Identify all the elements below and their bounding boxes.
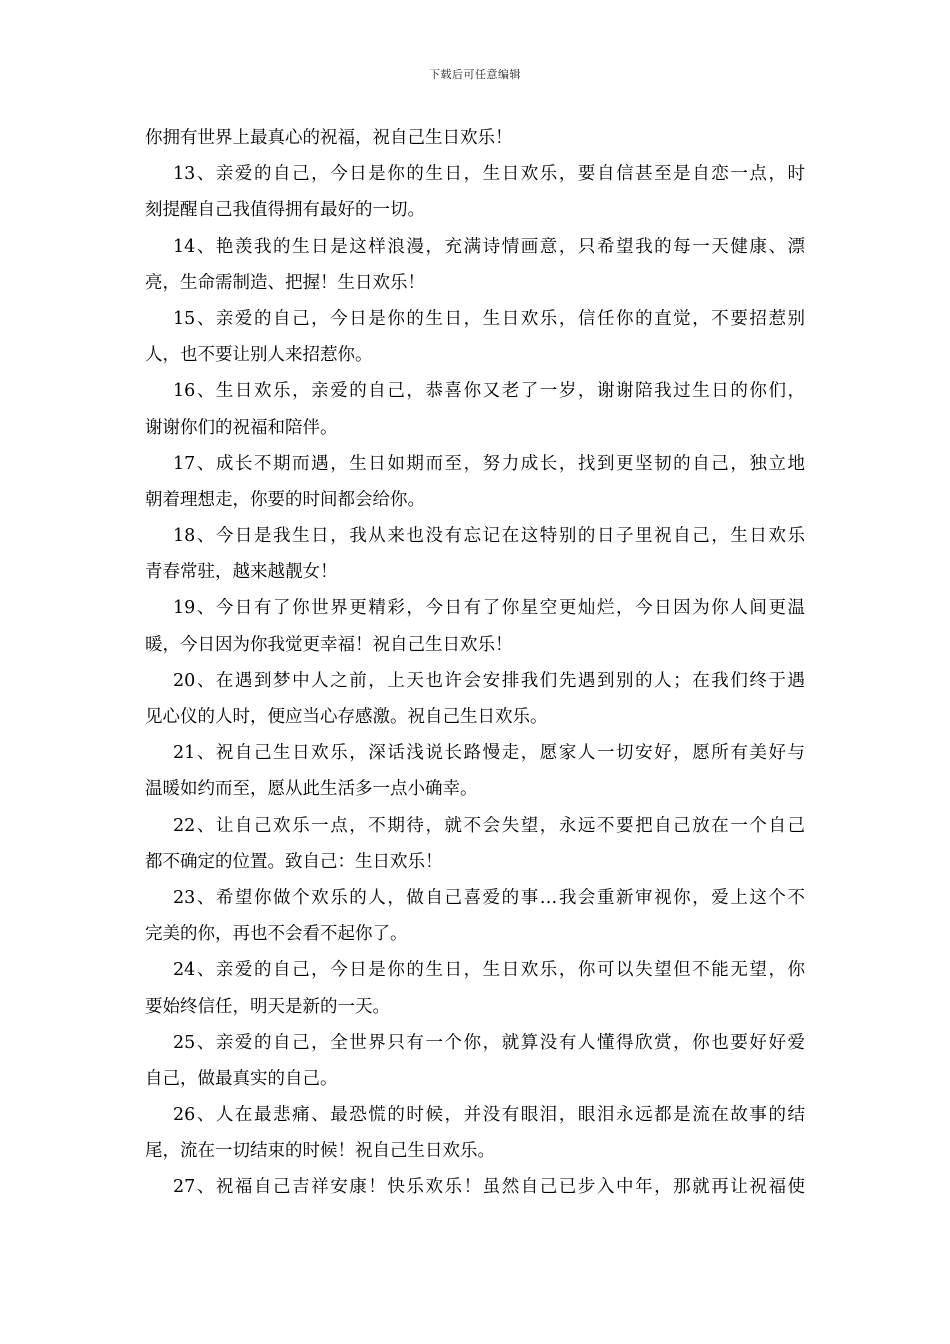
- text-line: 尾，流在一切结束的时候！祝自己生日欢乐。: [145, 1141, 495, 1162]
- text-line: 23、希望你做个欢乐的人，做自己喜爱的事…我会重新审视你，爱上这个不: [173, 887, 805, 908]
- document-body: [145, 120, 805, 1206]
- text-line: 14、艳羡我的生日是这样浪漫，充满诗情画意，只希望我的每一天健康、漂: [173, 236, 805, 257]
- text-line: 27、祝福自己吉祥安康！快乐欢乐！虽然自己已步入中年，那就再让祝福使: [173, 1177, 805, 1198]
- text-line: 21、祝自己生日欢乐，深话浅说长路慢走，愿家人一切安好，愿所有美好与: [173, 743, 805, 764]
- text-line: 16、生日欢乐，亲爱的自己，恭喜你又老了一岁，谢谢陪我过生日的你们，: [173, 381, 805, 402]
- text-line: 刻提醒自己我值得拥有最好的一切。: [145, 200, 425, 221]
- text-line: 朝着理想走，你要的时间都会给你。: [145, 489, 425, 510]
- text-line: 见心仪的人时，便应当心存感激。祝自己生日欢乐。: [145, 707, 548, 727]
- text-line: 15、亲爱的自己，今日是你的生日，生日欢乐，信任你的直觉，不要招惹别: [173, 308, 805, 329]
- text-line: 青春常驻，越来越靓女！: [145, 562, 338, 583]
- header-note: 下载后可任意编辑: [429, 68, 521, 81]
- text-line: 温暖如约而至，愿从此生活多一点小确幸。: [145, 779, 478, 800]
- text-line: 17、成长不期而遇，生日如期而至，努力成长，找到更坚韧的自己，独立地: [173, 453, 805, 474]
- text-line: 13、亲爱的自己，今日是你的生日，生日欢乐，要自信甚至是自恋一点，时: [173, 164, 805, 185]
- text-line: 人，也不要让别人来招惹你。: [145, 345, 373, 366]
- text-line: 你拥有世界上最真心的祝福，祝自己生日欢乐！: [145, 128, 513, 148]
- text-line: 要始终信任，明天是新的一天。: [145, 996, 390, 1017]
- text-line: 暖，今日因为你我觉更幸福！祝自己生日欢乐！: [145, 634, 513, 655]
- text-line: 20、在遇到梦中人之前，上天也许会安排我们先遇到别的人；在我们终于遇: [173, 670, 805, 691]
- text-line: 24、亲爱的自己，今日是你的生日，生日欢乐，你可以失望但不能无望，你: [173, 960, 805, 981]
- text-line: 亮，生命需制造、把握！生日欢乐！: [145, 272, 425, 293]
- text-line: 谢谢你们的祝福和陪伴。: [145, 417, 338, 438]
- text-line: 18、今日是我生日，我从来也没有忘记在这特别的日子里祝自己，生日欢乐: [173, 526, 805, 547]
- text-line: 26、人在最悲痛、最恐慌的时候，并没有眼泪，眼泪永远都是流在故事的结: [173, 1105, 805, 1126]
- text-line: 自己，做最真实的自己。: [145, 1068, 338, 1089]
- text-line: 22、让自己欢乐一点，不期待，就不会失望，永远不要把自己放在一个自己: [173, 815, 805, 836]
- text-line: 都不确定的位置。致自己：生日欢乐！: [145, 851, 443, 872]
- text-line: 25、亲爱的自己，全世界只有一个你，就算没有人懂得欣赏，你也要好好爱: [173, 1032, 805, 1053]
- text-line: 19、今日有了你世界更精彩，今日有了你星空更灿烂，今日因为你人间更温: [173, 598, 805, 619]
- text-line: 完美的你，再也不会看不起你了。: [145, 924, 408, 945]
